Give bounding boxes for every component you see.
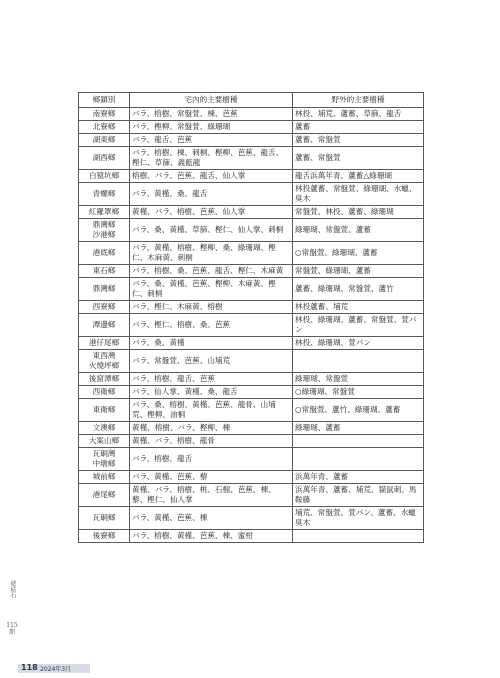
indoor-trees-cell: バラ、桑、黃槿 — [130, 337, 293, 350]
township-cell: 瓦硐鄉 — [79, 507, 130, 530]
table-row — [79, 206, 424, 219]
table-row — [79, 530, 424, 543]
outdoor-trees-cell: 綠珊瑚、常盤萱、蘆蓄 — [293, 219, 424, 242]
header-indoor-trees: 宅內的主要樹種 — [130, 93, 293, 108]
indoor-trees-cell: バラ、樫柳、常盤萱、綠珊瑚 — [130, 121, 293, 134]
township-cell: 後窟潭鄉 — [79, 373, 130, 386]
outdoor-trees-cell: 龍舌浜萬年青、蘆蓄△綠珊瑚 — [293, 170, 424, 183]
outdoor-trees-cell: 浜萬年青、蘆蓄、埔荒、貓鼠刺、馬鞍藤 — [293, 484, 424, 507]
table-row — [79, 314, 424, 337]
table-row — [79, 337, 424, 350]
table-row — [79, 147, 424, 170]
table-row — [79, 301, 424, 314]
outdoor-trees-cell: ○常盤萱、蘆竹、綠珊瑚、蘆蓄 — [293, 399, 424, 422]
outdoor-trees-cell: ○常盤萱、綠珊瑚、蘆蓄 — [293, 242, 424, 265]
outdoor-trees-cell — [293, 350, 424, 373]
table-row — [79, 170, 424, 183]
indoor-trees-cell: バラ、樫仁、木麻黃、榕樹 — [130, 301, 293, 314]
table-row — [79, 484, 424, 507]
indoor-trees-cell: 黃槿、バラ、榕樹、芭蕉、仙人掌 — [130, 206, 293, 219]
outdoor-trees-cell: 埔荒、常盤萱、萱パン、蘆蓄、水蠟臭木 — [293, 507, 424, 530]
table-header-row — [79, 93, 424, 108]
indoor-trees-cell: バラ、榕樹、龍舌、芭蕉 — [130, 373, 293, 386]
indoor-trees-cell: バラ、榕樹、桑、芭蕉、龍舌、樫仁、木麻黃 — [130, 265, 293, 278]
township-cell: 港仔尾鄉 — [79, 337, 130, 350]
township-cell: 鼎灣鄉 沙港鄉 — [79, 219, 130, 242]
township-cell: 瓦硐灣 中墩鄉 — [79, 448, 130, 471]
table-row — [79, 183, 424, 206]
table-row — [79, 435, 424, 448]
township-cell: 東石鄉 — [79, 265, 130, 278]
outdoor-trees-cell — [293, 530, 424, 543]
table-row — [79, 422, 424, 435]
table-row — [79, 471, 424, 484]
outdoor-trees-cell — [293, 448, 424, 471]
table-row — [79, 265, 424, 278]
issue-number: 115期 — [6, 622, 18, 636]
header-township: 鄉鎮別 — [79, 93, 130, 108]
township-cell: 港尾鄉 — [79, 484, 130, 507]
tree-species-table — [78, 92, 424, 543]
outdoor-trees-cell: 常盤萱、林投、蘆蓄、綠珊瑚 — [293, 206, 424, 219]
township-cell: 北寮鄉 — [79, 121, 130, 134]
indoor-trees-cell: バラ、桑、黃槿、芭蕉、樫柳、木麻黃、樫仁、刺桐 — [130, 278, 293, 301]
table-body — [79, 108, 424, 543]
table-row — [79, 108, 424, 121]
indoor-trees-cell: バラ、榕樹、常盤萱、楝、芭蕉 — [130, 108, 293, 121]
indoor-trees-cell: バラ、樫仁、榕樹、桑、芭蕉 — [130, 314, 293, 337]
table-row — [79, 386, 424, 399]
table-row — [79, 373, 424, 386]
outdoor-trees-cell: 林投、綠珊瑚、萱パン — [293, 337, 424, 350]
table-row — [79, 121, 424, 134]
outdoor-trees-cell: 蘆蓄 — [293, 121, 424, 134]
page-footer — [0, 664, 500, 678]
indoor-trees-cell: バラ、黃槿、芭蕉、藜 — [130, 471, 293, 484]
township-cell: 南寮鄉 — [79, 108, 130, 121]
table-row — [79, 399, 424, 422]
outdoor-trees-cell: 綠珊瑚、常盤萱 — [293, 373, 424, 386]
township-cell: 後寮鄉 — [79, 530, 130, 543]
page-number: 118 — [21, 663, 38, 672]
outdoor-trees-cell: 蘆蓄、常盤萱 — [293, 147, 424, 170]
indoor-trees-cell: 黃槿、バラ、榕樹、桃、石榴、芭蕉、棟、藜、樫仁、仙人掌 — [130, 484, 293, 507]
township-cell: 湖東鄉 — [79, 134, 130, 147]
township-cell: 鼎灣鄉 — [79, 278, 130, 301]
indoor-trees-cell: バラ、黃槿、桑、龍舌 — [130, 183, 293, 206]
indoor-trees-cell: バラ、仙人掌、黃槿、桑、龍舌 — [130, 386, 293, 399]
township-cell: 湖西鄉 — [79, 147, 130, 170]
indoor-trees-cell: バラ、黃槿、榕樹、樫柳、桑、綠珊瑚、樫仁、木麻黃、刺桐 — [130, 242, 293, 265]
indoor-trees-cell: 黃槿、榕樹、バラ、樫柳、棟 — [130, 422, 293, 435]
township-cell: 西寮鄉 — [79, 301, 130, 314]
outdoor-trees-cell: 綠珊瑚、蘆蓄 — [293, 422, 424, 435]
outdoor-trees-cell: 林投蘆蓄、埔荒 — [293, 301, 424, 314]
township-cell: 紅羅罩鄉 — [79, 206, 130, 219]
publication-date: 2024年3月 — [40, 666, 72, 673]
outdoor-trees-cell: 常盤萱、綠珊瑚、蘆蓄 — [293, 265, 424, 278]
township-cell: 東西灣 火燒坪鄉 — [79, 350, 130, 373]
outdoor-trees-cell: 蘆蓄、常盤萱 — [293, 134, 424, 147]
outdoor-trees-cell: 林投、綠珊瑚、蘆蓄、常盤萱、萱パン — [293, 314, 424, 337]
table-row — [79, 278, 424, 301]
indoor-trees-cell: バラ、榕樹、黃槿、芭蕉、棟、蜜柑 — [130, 530, 293, 543]
township-cell: 潭邊鄉 — [79, 314, 130, 337]
outdoor-trees-cell: 浜萬年青、蘆蓄 — [293, 471, 424, 484]
outdoor-trees-cell: 蘆蓄、綠珊瑚、常盤萱、蘆竹 — [293, 278, 424, 301]
township-cell: 城前鄉 — [79, 471, 130, 484]
township-cell: 文澳鄉 — [79, 422, 130, 435]
indoor-trees-cell: バラ、常盤萱、芭蕉、山埔荒 — [130, 350, 293, 373]
table-row — [79, 448, 424, 471]
table-row — [79, 219, 424, 242]
header-outdoor-trees: 野外的主要樹種 — [293, 93, 424, 108]
table-row — [79, 242, 424, 265]
outdoor-trees-cell: ○綠珊瑚、常盤萱 — [293, 386, 424, 399]
indoor-trees-cell: 榕樹、バラ、芭蕉、龍舌、仙人掌 — [130, 170, 293, 183]
indoor-trees-cell: バラ、桑、榕樹、黃槿、芭蕉、龍骨、山埔荒、樫柳、油桐 — [130, 399, 293, 422]
township-cell: 青螺鄉 — [79, 183, 130, 206]
table-row — [79, 134, 424, 147]
table-row — [79, 350, 424, 373]
indoor-trees-cell: バラ、龍舌、芭蕉 — [130, 134, 293, 147]
table-row — [79, 507, 424, 530]
indoor-trees-cell: 黃槿、バラ、榕樹、龍骨 — [130, 435, 293, 448]
indoor-trees-cell: バラ、桑、黃槿、草篩、樫仁、仙人掌、刺桐 — [130, 219, 293, 242]
outdoor-trees-cell: 林投蘆蓄、常盤萱、綠珊瑚、水蠟、臭木 — [293, 183, 424, 206]
township-cell: 西衛鄉 — [79, 386, 130, 399]
outdoor-trees-cell: 林投、埔荒、蘆蓄、草篩、龍舌 — [293, 108, 424, 121]
township-cell: 白猿坑鄉 — [79, 170, 130, 183]
township-cell: 東衛鄉 — [79, 399, 130, 422]
indoor-trees-cell: バラ、榕樹、龍舌 — [130, 448, 293, 471]
township-cell: 港底鄉 — [79, 242, 130, 265]
indoor-trees-cell: バラ、榕樹、棟、刺桐、樫柳、芭蕉、龍舌、樫仁、草篩、義藍龍 — [130, 147, 293, 170]
township-cell: 大案山鄉 — [79, 435, 130, 448]
journal-name: 硓𥑮石 — [9, 580, 16, 598]
outdoor-trees-cell — [293, 435, 424, 448]
indoor-trees-cell: バラ、黃槿、芭蕉、棟 — [130, 507, 293, 530]
